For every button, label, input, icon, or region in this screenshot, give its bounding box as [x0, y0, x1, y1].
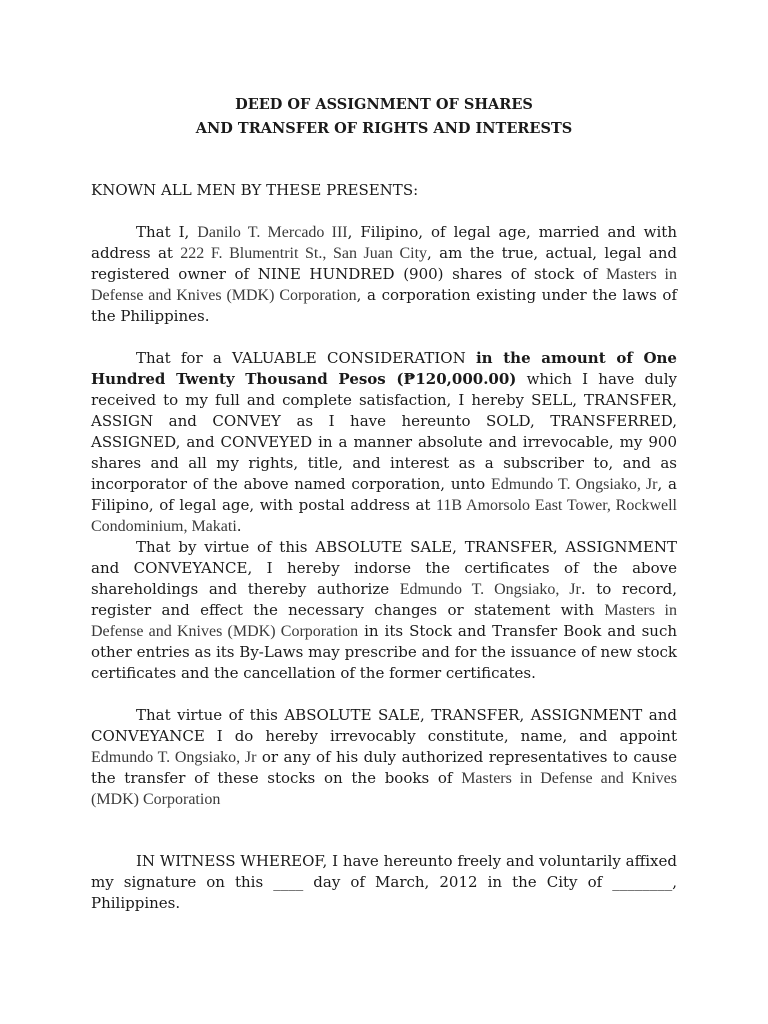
paragraph-indorsement: [91, 537, 677, 684]
paragraph-text: That I,: [136, 223, 198, 241]
document-title-line-2: AND TRANSFER OF RIGHTS AND INTERESTS: [195, 120, 573, 137]
salutation: KNOWN ALL MEN BY THESE PRESENTS:: [91, 181, 419, 199]
paragraph-text: which I have duly received to my full and complete satisfaction, I hereby SELL, TRANSFER, ASSIGN and CONVEY as I have hereunto SOLD, TRANSFERRED, ASSIGNED, and CONVEYED in a manner absolute and irrevocable, my 900 shares and all my rights, title, and interest as a subscriber to, and as incorporator of the above named corporation, unto: [91, 370, 677, 493]
assignee-name: Edmundo T. Ongsiako, Jr: [491, 476, 658, 493]
paragraph-text: That for a VALUABLE CONSIDERATION: [136, 349, 476, 367]
assignee-name: Edmundo T. Ongsiako, Jr: [91, 749, 257, 766]
paragraph-text: , a Filipino, of legal age, with postal address at: [91, 475, 677, 514]
paragraph-text: , a corporation existing under the laws of the Philippines.: [91, 286, 677, 325]
assignee-address: 11B Amorsolo East Tower, Rockwell Condominium, Makati: [91, 497, 678, 535]
paragraph-consideration: [91, 348, 677, 537]
assignee-name: Edmundo T. Ongsiako, Jr: [399, 581, 581, 598]
paragraph-text: .: [236, 517, 242, 535]
consideration-amount: in the amount of One Hundred Twenty Thousand Pesos (₱120,000.00): [91, 349, 677, 388]
paragraph-text: , am the true, actual, legal and registered owner of NINE HUNDRED (900) shares of stock of: [91, 244, 677, 283]
company-name: Masters in Defense and Knives (MDK) Corporation: [91, 266, 677, 304]
company-name: Masters in Defense and Knives (MDK) Corporation: [91, 770, 677, 808]
assignor-address: 222 F. Blumentrit St., San Juan City: [180, 245, 428, 262]
assignor-name: Danilo T. Mercado III: [197, 224, 348, 241]
paragraph-text: . to record, register and effect the necessary changes or statement with: [91, 580, 677, 619]
paragraph-appointment: [91, 705, 677, 810]
paragraph-text: , Filipino, of legal age, married and with address at: [91, 223, 677, 262]
paragraph-text: That virtue of this ABSOLUTE SALE, TRANSFER, ASSIGNMENT and CONVEYANCE I do hereby irrevocably constitute, name, and appoint: [91, 706, 677, 745]
paragraph-text: in its Stock and Transfer Book and such other entries as its By-Laws may prescribe and for the issuance of new stock certificates and the cancellation of the former certificates.: [91, 622, 677, 682]
paragraph-witness: IN WITNESS WHEREOF, I have hereunto freely and voluntarily affixed my signature on this ____ day of March, 2012 in the City of ________, Philippines.: [91, 852, 677, 912]
company-name: Masters in Defense and Knives (MDK) Corporation: [91, 602, 677, 640]
paragraph-text: That by virtue of this ABSOLUTE SALE, TRANSFER, ASSIGNMENT and CONVEYANCE, I hereby indorse the certificates of the above shareholdings and thereby authorize: [91, 538, 677, 598]
document-title-line-1: DEED OF ASSIGNMENT OF SHARES: [235, 96, 533, 113]
paragraph-ownership: [91, 222, 677, 327]
paragraph-text: or any of his duly authorized representatives to cause the transfer of these stocks on the books of: [91, 748, 677, 787]
